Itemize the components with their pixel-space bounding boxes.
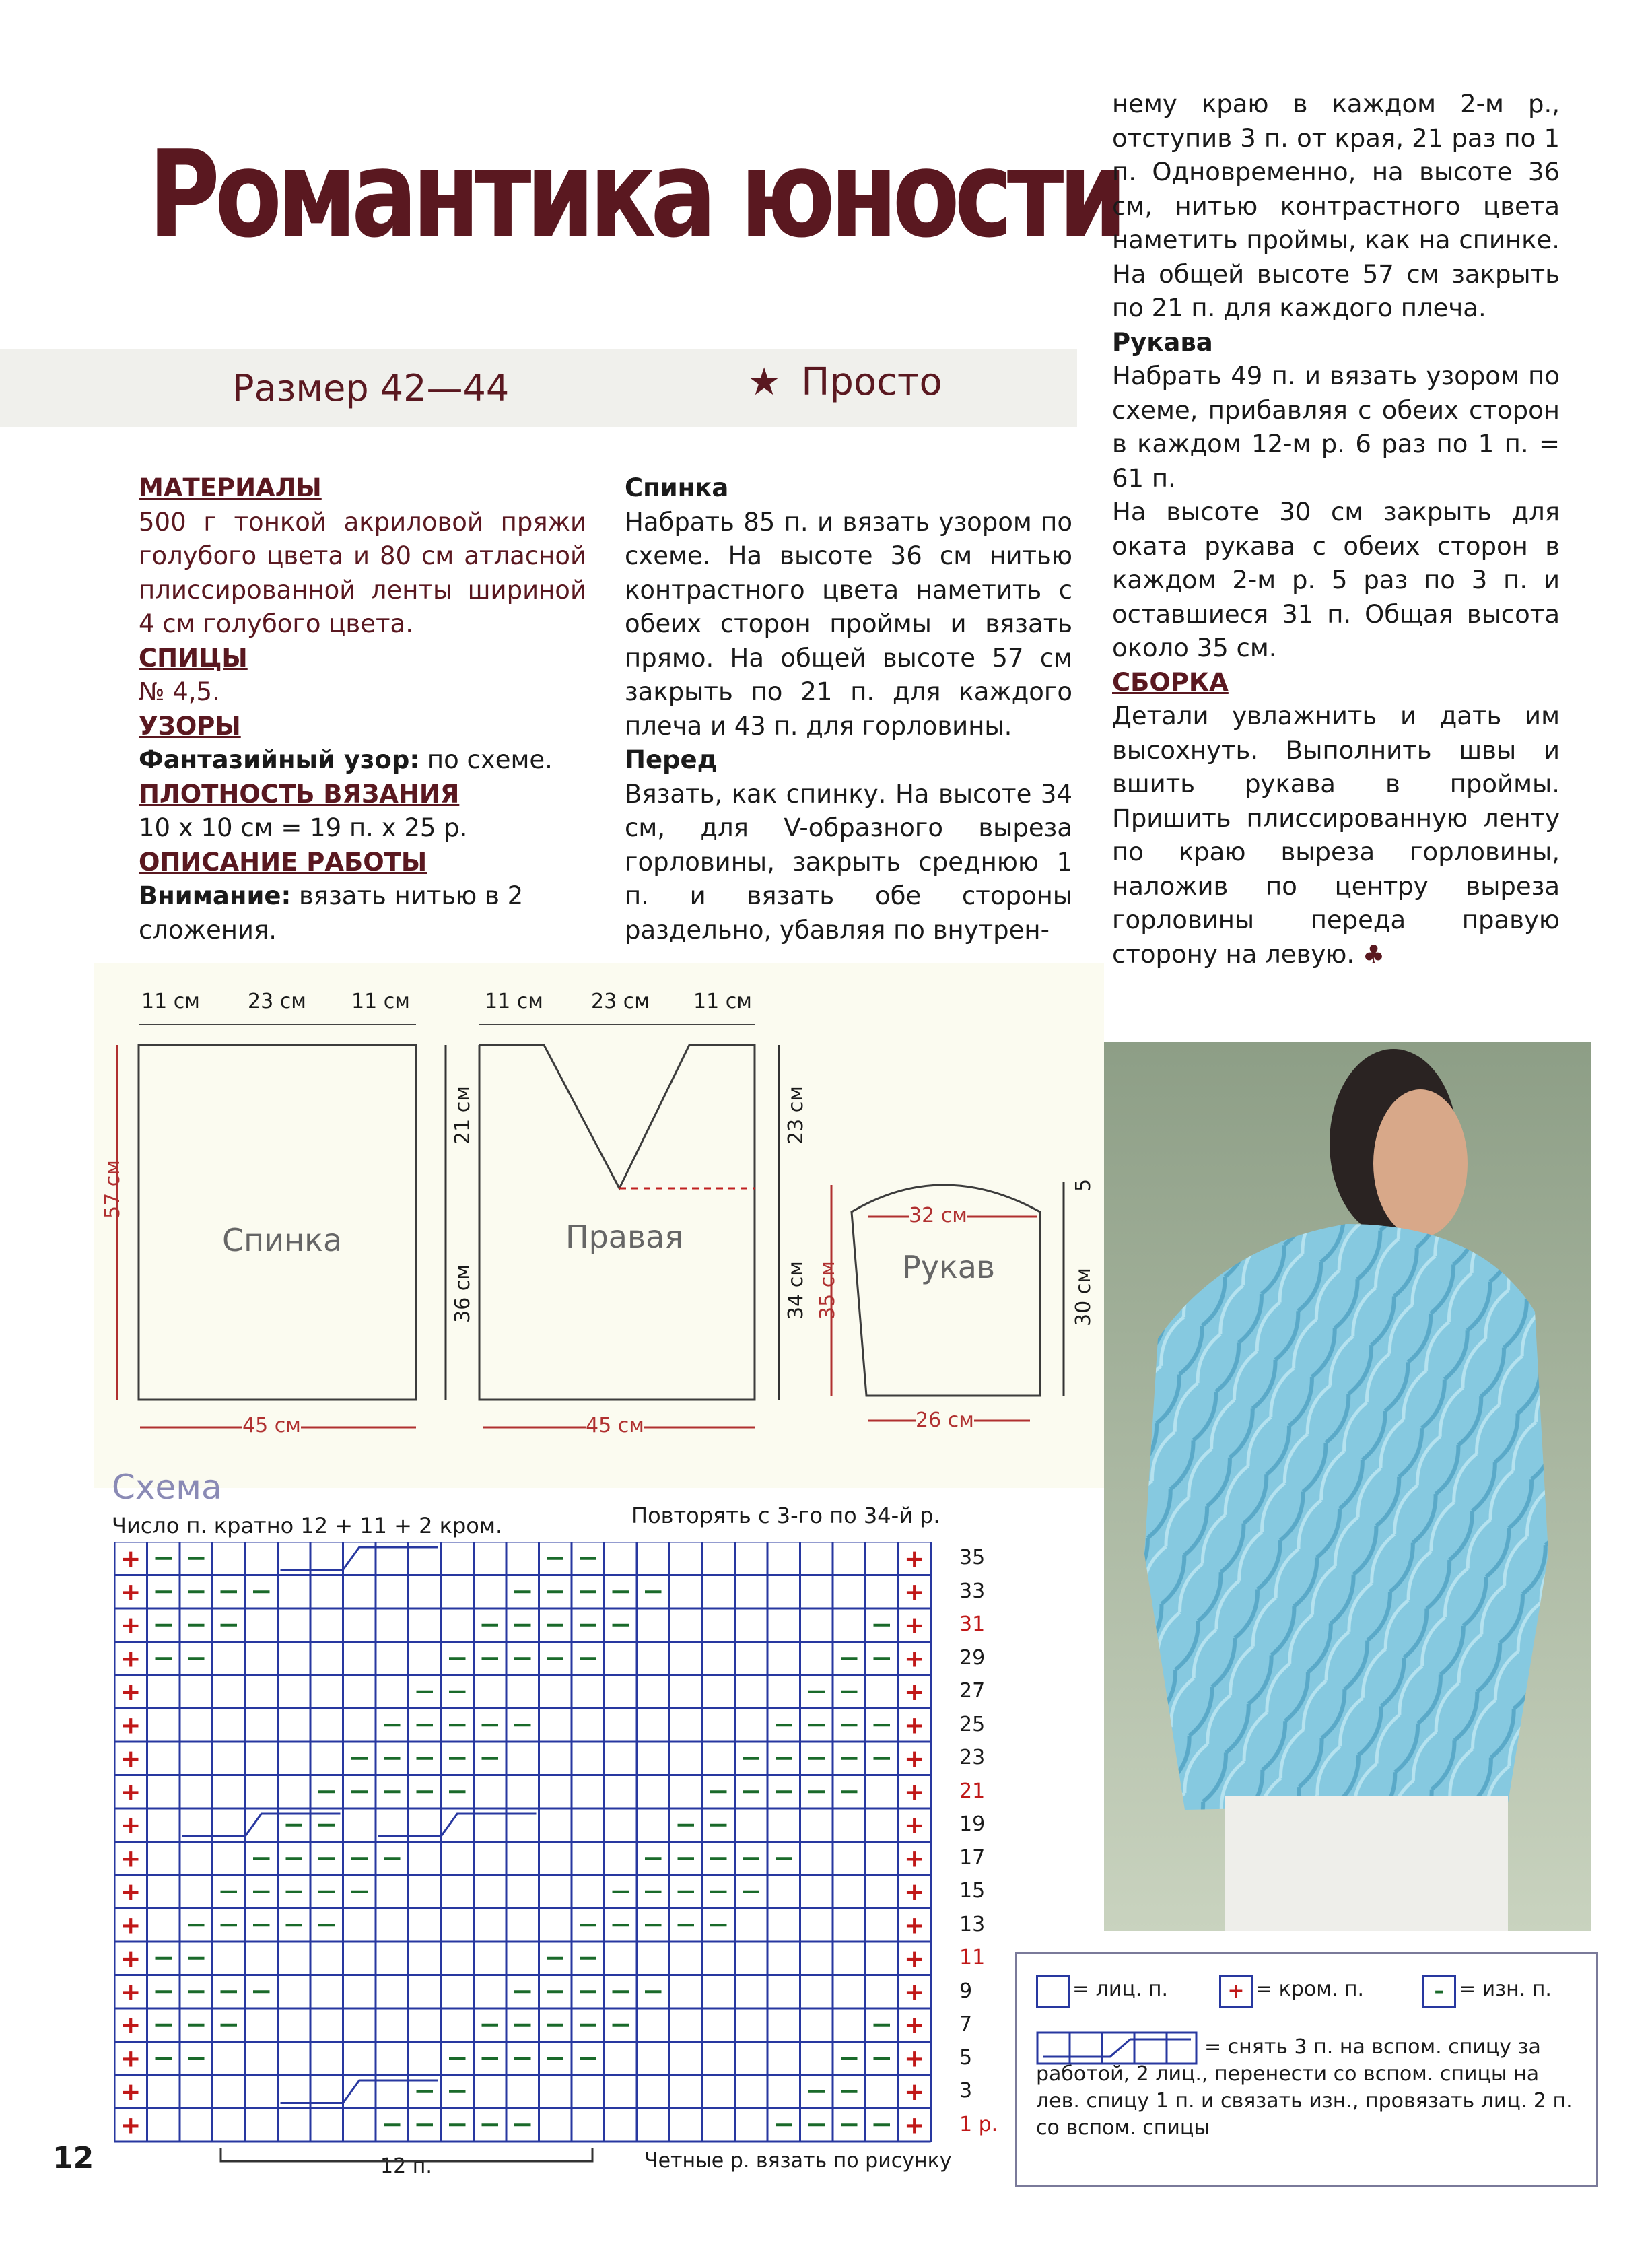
- needles-heading: СПИЦЫ: [139, 643, 248, 673]
- back-top-3: 11 см: [351, 990, 410, 1013]
- materials-heading: МАТЕРИАЛЫ: [139, 473, 322, 502]
- model-photo: [1104, 1042, 1591, 1931]
- cable-crossing: [378, 1814, 537, 1837]
- back-bottom: 45 см: [242, 1414, 301, 1437]
- edge-stitch: +: [904, 1911, 925, 1940]
- back-heading: Спинка: [625, 473, 729, 502]
- edge-stitch: +: [904, 2078, 925, 2106]
- edge-stitch: +: [904, 1578, 925, 1606]
- cable-crossing: [182, 1814, 341, 1837]
- edge-stitch: +: [904, 1678, 925, 1706]
- row-label: 23: [959, 1746, 986, 1769]
- edge-stitch: +: [121, 2011, 141, 2039]
- page-number: 12: [53, 2141, 94, 2175]
- edge-stitch: +: [121, 1878, 141, 1906]
- front-heading: Перед: [625, 745, 718, 774]
- page-title: Романтика юности: [148, 125, 1122, 264]
- sleeve-bottom: 26 см: [916, 1408, 974, 1432]
- edge-stitch: +: [904, 1978, 925, 2006]
- row-label: 13: [959, 1912, 986, 1936]
- chart-legend: [1015, 1952, 1598, 2187]
- row-label: 11: [959, 1946, 986, 1969]
- legend-knit: = лиц. п.: [1072, 1977, 1168, 2001]
- legend-edge: = кром. п.: [1255, 1977, 1365, 2001]
- edge-stitch: +: [121, 2111, 141, 2140]
- edge-stitch: +: [121, 1645, 141, 1673]
- row-label: 35: [959, 1546, 986, 1569]
- edge-stitch: +: [904, 2011, 925, 2039]
- front-text-cont: нему краю в каждом 2-м р., отступив 3 п. от края, 21 раз по 1 п. Одновременно, на высоте 36 см, нитью контрастного цвета наметить проймы, как на спинке. На общей высоте 57 см закрыть по 21 п. для каждого плеча.: [1112, 90, 1560, 322]
- sleeves-text-1: Набрать 49 п. и вязать узором по схеме, прибавляя с обеих сторон в каждом 12-м р. 6 раз по 1 п. = 61 п.: [1112, 362, 1560, 493]
- edge-stitch: +: [121, 1911, 141, 1940]
- density-text: 10 х 10 см = 19 п. х 25 р.: [139, 813, 468, 842]
- repeat-label: 12 п.: [380, 2154, 432, 2178]
- cable-crossing: [281, 1547, 439, 1570]
- row-label: 9: [959, 1979, 973, 2003]
- edge-stitch: +: [121, 1578, 141, 1606]
- edge-stitch: +: [904, 1944, 925, 1973]
- edge-stitch: +: [121, 1978, 141, 2006]
- edge-stitch: +: [904, 2045, 925, 2073]
- edge-stitch: +: [121, 2078, 141, 2106]
- back-height: 57 см: [101, 1160, 125, 1219]
- assembly-heading: СБОРКА: [1112, 667, 1229, 697]
- row-label: 21: [959, 1779, 986, 1803]
- legend-cable: = снять 3 п. на вспом. спицу за работой, 2 лиц., перенести со вспом. спицы на лев. спицу 1 п. и связать изн., провязать лиц. 2 п. со вспом. спицы: [1036, 2035, 1573, 2140]
- front-h1: 21 см: [451, 1086, 475, 1145]
- edge-stitch: +: [121, 1944, 141, 1973]
- knitting-chart: [114, 1542, 956, 2148]
- schema-note-left: Число п. кратно 12 + 11 + 2 кром.: [112, 1513, 503, 1538]
- edge-symbol: +: [1219, 1975, 1253, 2008]
- sleeve-right-2: 30 см: [1072, 1268, 1095, 1326]
- sleeve-left: 35 см: [816, 1261, 839, 1320]
- front-text: Вязать, как спинку. На высоте 34 см, для V-образного выреза горловины, закрыть среднюю 1 п. и вязать обе стороны раздельно, убавляя по внутрен-: [625, 779, 1072, 945]
- back-label: Спинка: [222, 1222, 343, 1258]
- row-label: 27: [959, 1679, 986, 1703]
- edge-stitch: +: [121, 1811, 141, 1839]
- club-icon: ♣: [1362, 939, 1385, 969]
- difficulty-label: Просто: [801, 360, 942, 404]
- patterns-text: Фантазийный узор: по схеме.: [139, 745, 553, 774]
- front-label: Правая: [565, 1219, 683, 1255]
- front-h4: 34 см: [784, 1261, 808, 1320]
- row-label: 25: [959, 1712, 986, 1736]
- back-text: Набрать 85 п. и вязать узором по схеме. На высоте 36 см нитью контрастного цвета наметить с обеих сторон проймы и вязать прямо. На общей высоте 57 см закрыть по 21 п. для каждого плеча и 43 п. для горловины.: [625, 507, 1072, 741]
- row-label: 17: [959, 1845, 986, 1870]
- front-top-2: 23 см: [591, 990, 650, 1013]
- assembly-text: Детали увлажнить и дать им высохнуть. Выполнить швы и вшить рукава в проймы. Пришить плиссированную ленту по краю выреза горловины, наложив по центру выреза горловины переда правую сторону на левую. ♣: [1112, 702, 1560, 969]
- sleeves-text-2: На высоте 30 см закрыть для оката рукава с обеих сторон в каждом 2-м р. 5 раз по 3 п. и оставшиеся 31 п. Общая высота около 35 см.: [1112, 498, 1560, 662]
- density-heading: ПЛОТНОСТЬ ВЯЗАНИЯ: [139, 779, 460, 809]
- front-h2: 36 см: [451, 1264, 475, 1323]
- row-label: 1 р.: [959, 2112, 998, 2136]
- row-label: 5: [959, 2045, 973, 2070]
- front-top-3: 11 см: [693, 990, 752, 1013]
- edge-stitch: +: [121, 2045, 141, 2073]
- needles-text: № 4,5.: [139, 677, 220, 706]
- back-top-2: 23 см: [248, 990, 306, 1013]
- work-heading: ОПИСАНИЕ РАБОТЫ: [139, 847, 427, 877]
- front-bottom: 45 см: [586, 1414, 644, 1437]
- edge-stitch: +: [121, 1778, 141, 1806]
- patterns-heading: УЗОРЫ: [139, 711, 241, 741]
- edge-stitch: +: [121, 1744, 141, 1773]
- size-label: Размер 42—44: [232, 367, 510, 409]
- edge-stitch: +: [904, 1711, 925, 1740]
- row-label: 33: [959, 1579, 986, 1603]
- sleeve-label: Рукав: [902, 1249, 996, 1285]
- edge-stitch: +: [121, 1678, 141, 1706]
- even-rows-note: Четные р. вязать по рисунку: [644, 2149, 952, 2173]
- row-label: 15: [959, 1879, 986, 1903]
- sleeve-top: 32 см: [909, 1204, 967, 1227]
- front-top-1: 11 см: [485, 990, 543, 1013]
- edge-stitch: +: [904, 1544, 925, 1573]
- sleeves-heading: Рукава: [1112, 327, 1213, 357]
- row-label: 7: [959, 2012, 973, 2036]
- edge-stitch: +: [904, 1611, 925, 1639]
- edge-stitch: +: [121, 1611, 141, 1639]
- schema-title: Схема: [112, 1468, 222, 1507]
- back-top-1: 11 см: [141, 990, 200, 1013]
- edge-stitch: +: [904, 1811, 925, 1839]
- edge-stitch: +: [121, 1845, 141, 1873]
- work-text: Внимание: вязать нитью в 2 сложения.: [139, 881, 524, 945]
- edge-stitch: +: [904, 2111, 925, 2140]
- photo-illustration: [1104, 1042, 1591, 1931]
- sleeve-right-1: 5: [1072, 1178, 1095, 1192]
- row-label: 19: [959, 1812, 986, 1836]
- edge-stitch: +: [904, 1744, 925, 1773]
- star-icon: ★: [747, 360, 782, 404]
- edge-stitch: +: [121, 1544, 141, 1573]
- schema-note-right: Повторять с 3-го по 34-й р.: [631, 1503, 940, 1528]
- row-label: 31: [959, 1612, 986, 1636]
- knit-symbol: [1036, 1975, 1070, 2008]
- repeat-bracket: [219, 2148, 596, 2175]
- cable-crossing: [281, 2080, 439, 2103]
- edge-stitch: +: [904, 1878, 925, 1906]
- row-label: 29: [959, 1645, 986, 1670]
- purl-symbol: –: [1422, 1975, 1456, 2008]
- edge-stitch: +: [904, 1645, 925, 1673]
- row-label: 3: [959, 2079, 973, 2103]
- edge-stitch: +: [904, 1845, 925, 1873]
- legend-purl: = изн. п.: [1459, 1977, 1552, 2001]
- edge-stitch: +: [121, 1711, 141, 1740]
- edge-stitch: +: [904, 1778, 925, 1806]
- materials-text: 500 г тонкой акриловой пряжи голубого цвета и 80 см атласной плиссированной ленты шириной 4 см голубого цвета.: [139, 507, 586, 638]
- front-h3: 23 см: [784, 1086, 808, 1145]
